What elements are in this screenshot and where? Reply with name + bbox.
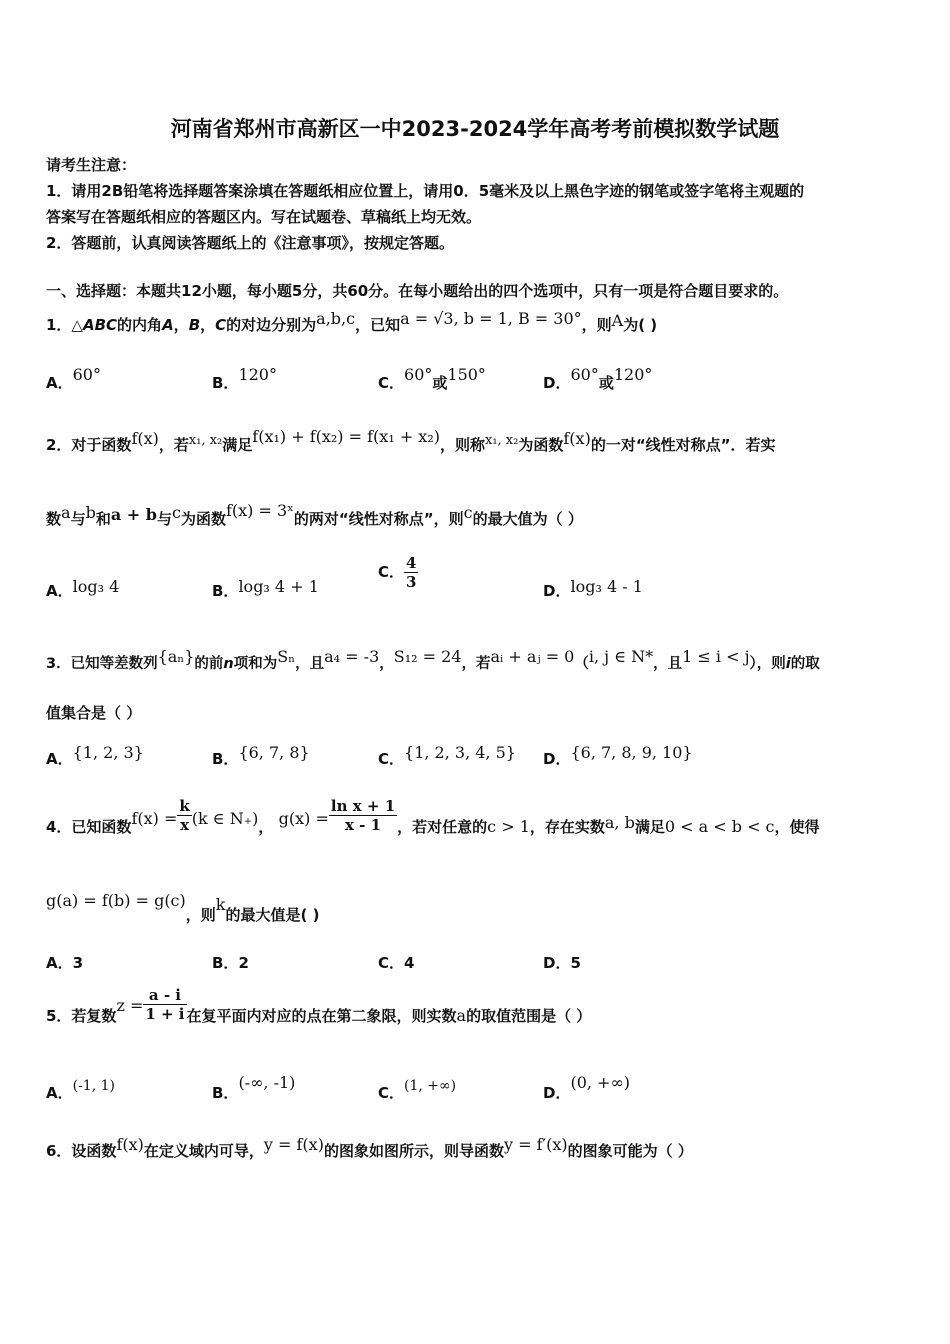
q2-text: 为函数 bbox=[180, 510, 226, 528]
option-value: 60° bbox=[570, 365, 599, 384]
q3-var: n bbox=[223, 656, 234, 672]
q2-math: f(x) = 3ˣ bbox=[225, 501, 294, 520]
option-label: B． bbox=[212, 954, 239, 972]
q3-math: 1 ≤ i < j bbox=[682, 647, 750, 666]
q1-math: a,b,c bbox=[316, 309, 356, 328]
fraction-numerator: k bbox=[179, 797, 190, 815]
option-label: B． bbox=[212, 750, 239, 768]
option-value: {6, 7, 8} bbox=[238, 743, 310, 762]
q3-text: ），则 bbox=[749, 656, 786, 672]
question-4 bbox=[46, 797, 820, 834]
q4-option-c[interactable] bbox=[378, 952, 414, 973]
section-heading: 一、选择题：本题共12小题，每小题5分，共60分。在每小题给出的四个选项中，只有一项是符合题目要求的。 bbox=[46, 282, 789, 300]
notice-line-1a: 1．请用2B铅笔将选择题答案涂填在答题纸相应位置上，请用0．5毫米及以上黑色字迹的钢笔或签字笔将主观题的 bbox=[46, 182, 805, 200]
q3-option-c[interactable] bbox=[378, 743, 516, 769]
q4-option-d[interactable] bbox=[543, 952, 581, 973]
q4-math: f(x) = bbox=[131, 809, 178, 828]
q4-math: g(a) = f(b) = g(c) bbox=[46, 891, 186, 910]
notice-line-1b: 答案写在答题纸相应的答题区内。写在试题卷、草稿纸上均无效。 bbox=[46, 208, 482, 226]
option-value: 2 bbox=[238, 954, 249, 972]
fraction-denominator: 1 + i bbox=[145, 1005, 185, 1023]
q1-var: A bbox=[162, 316, 174, 334]
option-value: {1, 2, 3} bbox=[72, 743, 144, 762]
q2-text: 2．对于函数 bbox=[46, 436, 132, 454]
q3-math: S₁₂ = 24 bbox=[393, 647, 462, 666]
q2-math: x₁, x₂ bbox=[485, 433, 519, 448]
q2-option-d[interactable] bbox=[543, 577, 643, 601]
q6-math: y = f′(x) bbox=[503, 1135, 568, 1154]
notice-heading: 请考生注意： bbox=[46, 156, 137, 174]
q2-math: f(x) bbox=[563, 429, 591, 448]
q3-option-b[interactable] bbox=[212, 743, 310, 769]
q1-triangle: ABC bbox=[82, 316, 118, 334]
question-3-line-2: 值集合是（ ） bbox=[46, 704, 142, 722]
fraction-denominator: x bbox=[180, 816, 190, 834]
q1-text: ，则 bbox=[581, 316, 612, 334]
option-label: C． bbox=[378, 954, 405, 972]
option-value: (-∞, -1) bbox=[238, 1073, 296, 1092]
q3-text: 的取 bbox=[790, 656, 820, 672]
question-2-line-2 bbox=[46, 501, 583, 529]
q1-text: 1．△ bbox=[46, 316, 83, 334]
q6-text: 在定义域内可导， bbox=[143, 1142, 264, 1160]
option-label: B． bbox=[212, 582, 239, 600]
q2-option-a[interactable] bbox=[46, 577, 120, 601]
q1-comma: ， bbox=[173, 316, 189, 334]
option-value: (0, +∞) bbox=[570, 1073, 631, 1092]
q1-comma: ， bbox=[200, 316, 216, 334]
option-label: A． bbox=[46, 582, 73, 600]
q2-text: 与 bbox=[156, 510, 172, 528]
option-value: (-1, 1) bbox=[72, 1078, 115, 1094]
page-title: 河南省郑州市高新区一中2023-2024学年高考考前模拟数学试题 bbox=[170, 117, 780, 141]
q2-text: 的最大值为（ ） bbox=[472, 510, 583, 528]
q1-option-a[interactable] bbox=[46, 365, 101, 393]
q3-math: aᵢ + aⱼ = 0 bbox=[490, 647, 575, 666]
q2-math: c bbox=[171, 503, 181, 522]
q4-option-a[interactable] bbox=[46, 952, 83, 973]
q2-math: x₁, x₂ bbox=[188, 433, 223, 448]
option-label: A． bbox=[46, 954, 73, 972]
option-value: log₃ 4 bbox=[72, 577, 120, 596]
q5-text: 5．若复数 bbox=[46, 1007, 117, 1025]
fraction bbox=[177, 797, 191, 834]
option-label: A． bbox=[46, 1084, 73, 1102]
q2-text: 为函数 bbox=[518, 436, 564, 454]
q1-var: C bbox=[215, 316, 227, 334]
question-6 bbox=[46, 1135, 693, 1161]
fraction-numerator: ln x + 1 bbox=[330, 797, 396, 815]
q5-option-a[interactable] bbox=[46, 1078, 115, 1103]
option-label: D． bbox=[543, 374, 571, 392]
q2-math: b bbox=[85, 503, 96, 522]
option-label: D． bbox=[543, 750, 571, 768]
option-label: A． bbox=[46, 374, 73, 392]
q2-math: f(x) bbox=[131, 429, 159, 448]
q4-text: 满足 bbox=[634, 818, 665, 836]
q4-text: ，则 bbox=[185, 906, 216, 924]
q1-option-b[interactable] bbox=[212, 365, 277, 393]
q4-math: c > 1 bbox=[487, 817, 530, 836]
q3-text: ，且 bbox=[295, 656, 325, 672]
q4-text: ，若对任意的 bbox=[397, 818, 488, 836]
q1-text: ，已知 bbox=[355, 316, 401, 334]
q3-option-d[interactable] bbox=[543, 743, 693, 769]
option-or: 或 bbox=[432, 374, 448, 392]
q2-option-b[interactable] bbox=[212, 577, 319, 601]
q2-math: f(x₁) + f(x₂) = f(x₁ + x₂) bbox=[252, 427, 440, 446]
q3-text: 3．已知等差数列 bbox=[46, 656, 158, 672]
q1-text: 的对边分别为 bbox=[226, 316, 317, 334]
q2-math: a + b bbox=[110, 505, 157, 524]
q3-math: a₄ = -3 bbox=[324, 647, 380, 666]
q6-math: y = f(x) bbox=[263, 1135, 324, 1154]
q4-text: ，存在实数 bbox=[529, 818, 605, 836]
fraction-numerator: 4 bbox=[406, 554, 417, 572]
option-or: 或 bbox=[598, 374, 614, 392]
option-label: A． bbox=[46, 750, 73, 768]
q5-math: a bbox=[456, 1006, 467, 1025]
notice-line-2: 2．答题前，认真阅读答题纸上的《注意事项》，按规定答题。 bbox=[46, 234, 454, 252]
q4-math: 0 < a < b < c bbox=[664, 817, 775, 836]
q1-math: A bbox=[611, 311, 624, 330]
option-value: 60° bbox=[404, 365, 433, 384]
q4-text: ，使得 bbox=[774, 818, 820, 836]
q3-text: ，若 bbox=[461, 656, 491, 672]
fraction-denominator: x - 1 bbox=[345, 816, 382, 834]
q3-math: {aₙ} bbox=[157, 647, 195, 666]
q1-text: 的内角 bbox=[117, 316, 163, 334]
option-value: {1, 2, 3, 4, 5} bbox=[404, 743, 516, 762]
option-value: 5 bbox=[570, 954, 581, 972]
option-value: 120° bbox=[613, 365, 653, 384]
q5-option-c[interactable] bbox=[378, 1078, 457, 1103]
q3-text: 的前 bbox=[194, 656, 224, 672]
q5-text: 在复平面内对应的点在第二象限，则实数 bbox=[186, 1007, 457, 1025]
q2-text: 满足 bbox=[222, 436, 253, 454]
q2-option-c[interactable] bbox=[378, 554, 418, 591]
option-label: D． bbox=[543, 582, 571, 600]
q5-option-b[interactable] bbox=[212, 1073, 296, 1103]
q4-text: ， bbox=[258, 818, 274, 836]
q1-math: a = √3, b = 1, B = 30° bbox=[400, 309, 582, 328]
q1-option-c[interactable] bbox=[378, 365, 486, 393]
option-value: 120° bbox=[238, 365, 277, 384]
q3-text: ，且 bbox=[653, 656, 683, 672]
fraction bbox=[404, 554, 418, 591]
option-label: C． bbox=[378, 1084, 405, 1102]
q2-text: 与 bbox=[70, 510, 86, 528]
fraction bbox=[143, 986, 186, 1023]
q2-math: a bbox=[61, 503, 71, 522]
option-value: (1, +∞) bbox=[404, 1078, 457, 1094]
q4-math: g(x) = bbox=[278, 809, 329, 828]
q3-math: i, j ∈ N* bbox=[588, 647, 654, 666]
q6-text: 6．设函数 bbox=[46, 1142, 117, 1160]
q3-text: 项和为 bbox=[233, 656, 278, 672]
option-label: B． bbox=[212, 374, 239, 392]
option-label: C． bbox=[378, 750, 405, 768]
q6-text: 的图象可能为（ ） bbox=[567, 1142, 693, 1160]
q4-math: (k ∈ N₊) bbox=[191, 809, 259, 828]
q1-text: 为( ) bbox=[623, 316, 658, 334]
q4-text: 的最大值是( ) bbox=[225, 906, 320, 924]
fraction bbox=[329, 797, 397, 834]
option-label: C． bbox=[378, 563, 405, 581]
q2-text: 的两对“线性对称点”，则 bbox=[293, 510, 464, 528]
option-value: log₃ 4 - 1 bbox=[570, 577, 643, 596]
question-1 bbox=[46, 309, 658, 335]
option-value: {6, 7, 8, 9, 10} bbox=[570, 743, 693, 762]
fraction-numerator: a - i bbox=[143, 986, 186, 1005]
q2-text: 数 bbox=[46, 510, 62, 528]
q6-text: 的图象如图所示，则导函数 bbox=[323, 1142, 504, 1160]
q3-var: i bbox=[785, 656, 791, 672]
q3-math: Sₙ bbox=[277, 647, 296, 666]
q3-option-a[interactable] bbox=[46, 743, 144, 769]
option-value: 150° bbox=[447, 365, 486, 384]
q2-text: ，若 bbox=[158, 436, 189, 454]
q4-option-b[interactable] bbox=[212, 952, 249, 973]
option-value: log₃ 4 + 1 bbox=[238, 577, 319, 596]
question-4-line-2 bbox=[46, 891, 320, 924]
q6-math: f(x) bbox=[116, 1135, 144, 1154]
q2-text: ，则称 bbox=[439, 436, 485, 454]
fraction-denominator: 3 bbox=[406, 573, 417, 591]
q4-math: a, b bbox=[604, 813, 635, 832]
option-label: D． bbox=[543, 954, 571, 972]
q2-text: 和 bbox=[95, 510, 111, 528]
option-label: B． bbox=[212, 1084, 239, 1102]
q2-math: c bbox=[463, 503, 473, 522]
option-value: 4 bbox=[404, 954, 415, 972]
q4-math: k bbox=[215, 895, 226, 914]
q5-option-d[interactable] bbox=[543, 1073, 631, 1103]
option-value: 3 bbox=[72, 954, 84, 972]
q1-var: B bbox=[188, 316, 201, 334]
q3-text: （ bbox=[574, 656, 589, 672]
question-2 bbox=[46, 427, 776, 455]
option-value: 60° bbox=[72, 365, 101, 384]
q5-math: z = bbox=[116, 996, 144, 1015]
q2-text: 的一对“线性对称点”．若实 bbox=[590, 436, 776, 454]
q3-text: ， bbox=[379, 656, 394, 672]
option-label: D． bbox=[543, 1084, 571, 1102]
question-5 bbox=[46, 986, 591, 1023]
question-3 bbox=[46, 647, 820, 673]
q4-text: 4．已知函数 bbox=[46, 818, 132, 836]
option-label: C． bbox=[378, 374, 405, 392]
q1-option-d[interactable] bbox=[543, 365, 653, 393]
q5-text: 的取值范围是（ ） bbox=[466, 1007, 592, 1025]
